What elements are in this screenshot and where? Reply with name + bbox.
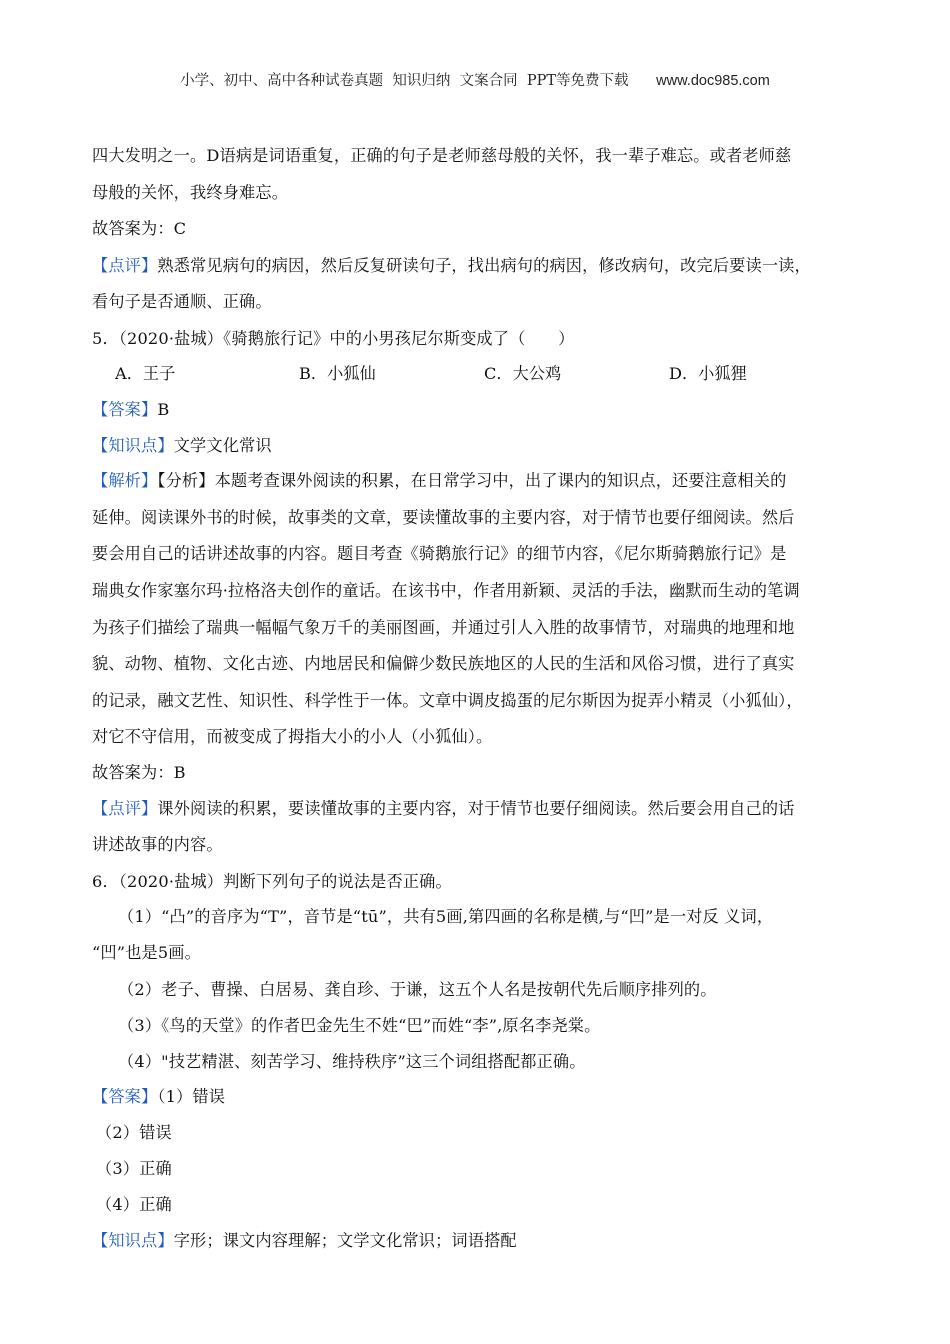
q6-answer — [92, 1087, 225, 1107]
knowledge-point-text: 文学文化常识 — [173, 436, 272, 455]
q6-answer-item: （2）错误 — [96, 1123, 172, 1142]
q5-analysis-line: 要会用自己的话讲述故事的内容。题目考查《骑鹅旅行记》的细节内容，《尼尔斯骑鹅旅行记》是 — [92, 544, 787, 563]
answer-tag: 【答案】 — [92, 1087, 158, 1106]
q5-analysis-line: 的记录，融文艺性、知识性、科学性于一体。文章中调皮捣蛋的尼尔斯因为捉弄小精灵（小狐仙）， — [92, 691, 803, 710]
intro-review — [92, 256, 811, 276]
knowledge-point-tag: 【知识点】 — [92, 436, 174, 455]
q5-analysis-line: 瑞典女作家塞尔玛·拉格洛夫创作的童话。在该书中，作者用新颖、灵活的手法，幽默而生动的笔调 — [92, 581, 800, 600]
q5-final-answer: 故答案为：B — [92, 763, 186, 782]
q5-option-c: C．大公鸡 — [484, 364, 562, 383]
review-text: 熟悉常见病句的病因，然后反复研读句子，找出病句的病因，修改病句，改完后要读一读， — [157, 256, 811, 275]
q6-item-4: （4）"技艺精湛、刻苦学习、维持秩序”这三个词组搭配都正确。 — [118, 1052, 586, 1071]
review-text: 课外阅读的积累，要读懂故事的主要内容，对于情节也要仔细阅读。然后要会用自己的话 — [157, 799, 795, 818]
knowledge-point-tag: 【知识点】 — [92, 1231, 174, 1250]
header-text: 小学、初中、高中各种试卷真题 知识归纳 文案合同 PPT等免费下载 — [180, 73, 629, 89]
intro-line-2: 母般的关怀，我终身难忘。 — [92, 183, 289, 202]
q5-answer — [92, 400, 169, 420]
q6-answer-item: （4）正确 — [96, 1195, 172, 1214]
review-tag: 【点评】 — [92, 799, 158, 818]
q5-option-b: B．小狐仙 — [299, 364, 376, 383]
q5-question: 5．（2020·盐城）《骑鹅旅行记》中的小男孩尼尔斯变成了（ ） — [92, 329, 575, 348]
header-site-link[interactable]: www.doc985.com — [656, 73, 770, 89]
answer-value: B — [157, 400, 170, 419]
q5-review-line-2: 讲述故事的内容。 — [92, 835, 223, 854]
analysis-tag: 【解析】 — [92, 471, 158, 490]
analysis-text: 【分析】本题考查课外阅读的积累，在日常学习中，出了课内的知识点，还要注意相关的 — [157, 471, 787, 490]
answer-value: （1）错误 — [157, 1087, 226, 1106]
q6-item-2: （2）老子、曹操、白居易、龚自珍、于谦，这五个人名是按朝代先后顺序排列的。 — [118, 980, 717, 999]
intro-line-1: 四大发明之一。D语病是词语重复，正确的句子是老师慈母般的关怀，我一辈子难忘。或者老师慈 — [92, 146, 792, 165]
q6-answer-item: （3）正确 — [96, 1159, 172, 1178]
page-header — [0, 69, 950, 90]
q6-question: 6．（2020·盐城）判断下列句子的说法是否正确。 — [92, 872, 452, 891]
q5-knowledge-point — [92, 436, 272, 456]
review-tag: 【点评】 — [92, 256, 158, 275]
q5-option-d: D．小狐狸 — [669, 364, 747, 383]
q5-option-a: A．王子 — [115, 364, 176, 383]
q5-review — [92, 799, 795, 819]
q6-item-1-line-2: “凹”也是5画。 — [92, 943, 201, 962]
q5-analysis-line — [92, 471, 786, 491]
q5-analysis-line: 对它不守信用，而被变成了拇指大小的小人（小狐仙）。 — [92, 727, 493, 746]
intro-review-line-2: 看句子是否通顺、正确。 — [92, 292, 272, 311]
q5-analysis-line: 为孩子们描绘了瑞典一幅幅气象万千的美丽图画，并通过引人入胜的故事情节，对瑞典的地理和地 — [92, 618, 795, 637]
intro-answer: 故答案为：C — [92, 219, 187, 238]
q5-analysis-line: 貌、动物、植物、文化古迹、内地居民和偏僻少数民族地区的人民的生活和风俗习惯，进行了真实 — [92, 654, 795, 673]
answer-tag: 【答案】 — [92, 400, 158, 419]
knowledge-point-text: 字形；课文内容理解；文学文化常识；词语搭配 — [173, 1231, 517, 1250]
q6-item-3: （3）《鸟的天堂》的作者巴金先生不姓“巴”而姓“李”,原名李尧棠。 — [118, 1016, 601, 1035]
q6-knowledge-point — [92, 1231, 517, 1251]
q5-analysis-line: 延伸。阅读课外书的时候，故事类的文章，要读懂故事的主要内容，对于情节也要仔细阅读。然后 — [92, 508, 795, 527]
q6-item-1: （1）“凸”的音序为“T”，音节是“tū”，共有5画,第四画的名称是横,与“凹”是一对反 义词， — [118, 907, 774, 926]
